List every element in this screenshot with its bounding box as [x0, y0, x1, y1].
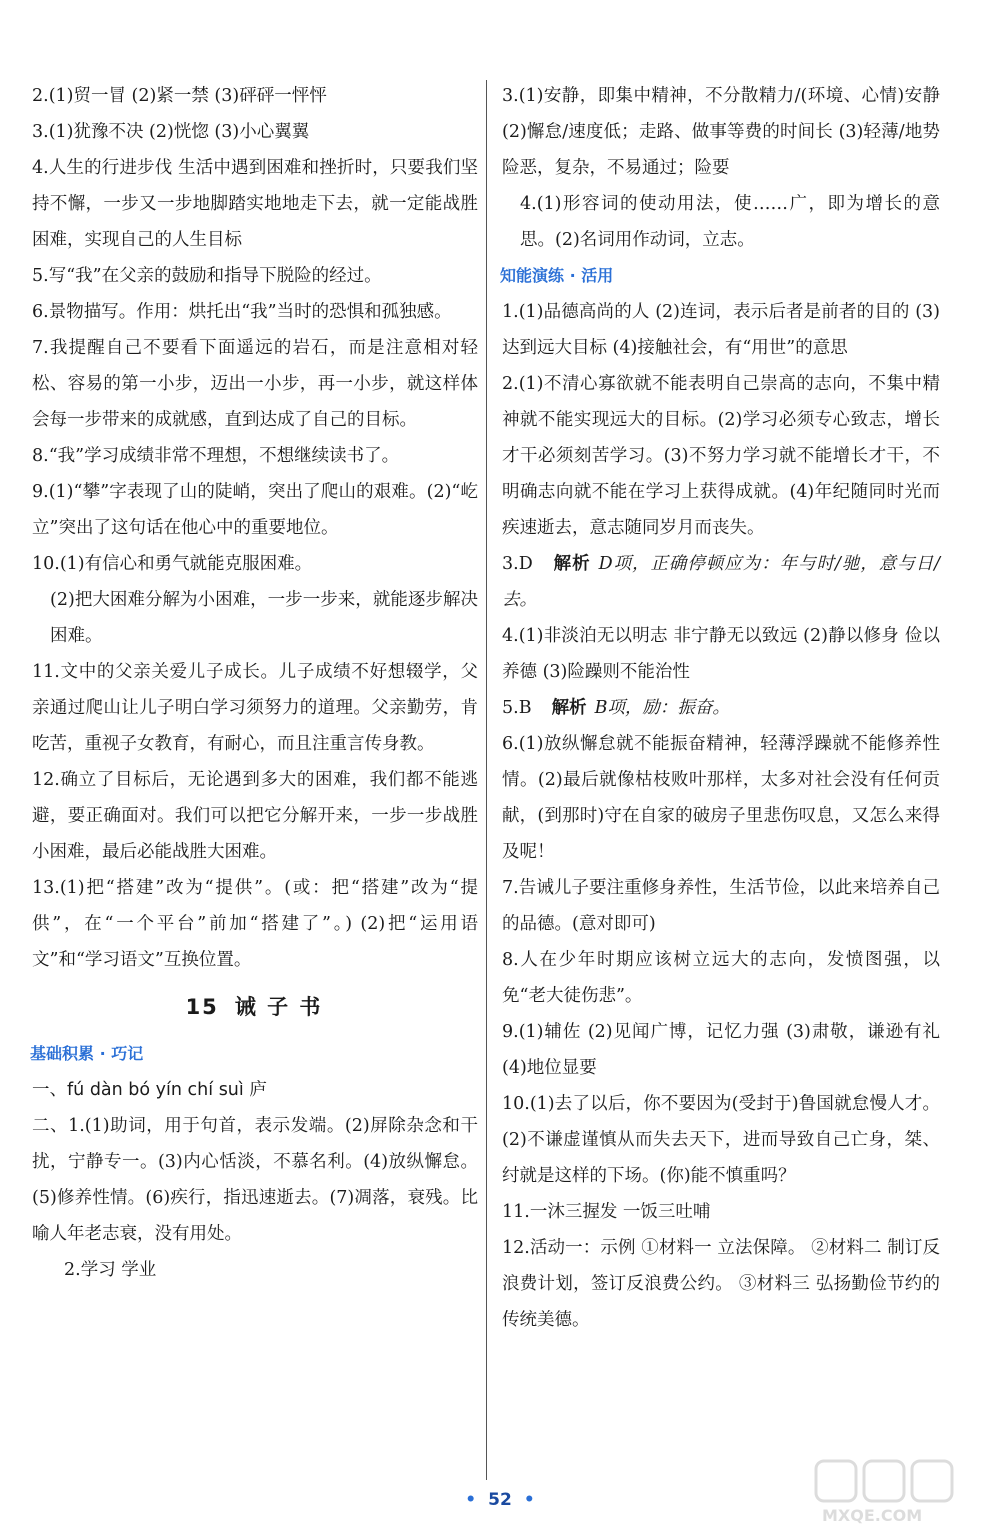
right-column	[500, 78, 940, 1338]
analysis-text: D项，正确停顿应为：年与时/驰，意与日/去。	[502, 554, 940, 610]
answer-item: 4.人生的行进步伐 生活中遇到困难和挫折时，只要我们坚持不懈，一步又一步地脚踏实地地走下去，就一定能战胜困难，实现自己的人生目标	[32, 158, 478, 250]
answer-item: 8.“我”学习成绩非常不理想，不想继续读书了。	[32, 446, 400, 466]
analysis-label: 解析	[551, 698, 587, 718]
answer-item: 3.(1)犹豫不决 (2)恍惚 (3)小心翼翼	[32, 122, 310, 142]
answer-item: 13.(1)把“搭建”改为“提供”。(或：把“搭建”改为“提供”，在“一个平台”前加“搭建了”。) (2)把“运用语文”和“学习语文”互换位置。	[32, 878, 478, 970]
page-number: 52	[488, 1490, 512, 1510]
analysis-label: 解析	[552, 554, 591, 574]
watermark-logo	[812, 1457, 982, 1527]
answer-item: 9.(1)“攀”字表现了山的陡峭，突出了爬山的艰难。(2)“屹立”突出了这句话在他心中的重要地位。	[32, 482, 478, 538]
answer-item: 4.(1)形容词的使动用法，使……广，即为增长的意思。(2)名词用作动词，立志。	[520, 194, 940, 250]
analysis-text: B项，励：振奋。	[594, 698, 730, 718]
answer-item: 2.(1)不清心寡欲就不能表明自己崇高的志向，不集中精神就不能实现远大的目标。(2)学习必须专心致志，增长才干必须刻苦学习。(3)不努力学习就不能增长才干，不明确志向就不能在学习上获得成就。(4)年纪随同时光而疾速逝去，意志随同岁月而丧失。	[502, 374, 940, 538]
answer-item: (2)把大困难分解为小困难，一步一步来，就能逐步解决困难。	[50, 590, 478, 646]
answer-item: 8.人在少年时期应该树立远大的志向，发愤图强，以免“老大徒伤悲”。	[502, 950, 940, 1006]
left-column	[30, 78, 478, 1288]
answer-item: 10.(1)有信心和勇气就能克服困难。	[32, 554, 313, 574]
answer-item: 4.(1)非淡泊无以明志 非宁静无以致远 (2)静以修身 俭以养德 (3)险躁则不能治性	[502, 626, 940, 682]
footer-dot-icon: •	[465, 1490, 477, 1510]
answer-item: 10.(1)去了以后，你不要因为(受封于)鲁国就怠慢人才。(2)不谦虚谨慎从而失去天下，进而导致自己亡身，桀、纣就是这样的下场。(你)能不慎重吗？	[502, 1094, 940, 1186]
chapter-number: 15	[185, 995, 219, 1019]
answer-item: 11.文中的父亲关爱儿子成长。儿子成绩不好想辍学，父亲通过爬山让儿子明白学习须努力的道理。父亲勤劳，肯吃苦，重视子女教育，有耐心，而且注重言传身教。	[32, 662, 478, 754]
section-title: 基础积累 · 巧记	[30, 1044, 144, 1063]
answer-choice: 3.D	[502, 554, 533, 574]
answer-item: 6.景物描写。作用：烘托出“我”当时的恐惧和孤独感。	[32, 302, 452, 322]
answer-item: 9.(1)辅佐 (2)见闻广博，记忆力强 (3)肃敬，谦逊有礼 (4)地位显要	[502, 1022, 940, 1078]
chapter-heading	[30, 978, 478, 1036]
answer-item: 5.写“我”在父亲的鼓励和指导下脱险的经过。	[32, 266, 382, 286]
answer-item	[500, 546, 940, 618]
answer-item: 6.(1)放纵懈怠就不能振奋精神，轻薄浮躁就不能修养性情。(2)最后就像枯枝败叶那样，太多对社会没有任何贡献，(到那时)守在自家的破房子里悲伤叹息，又怎么来得及呢！	[502, 734, 940, 862]
footer-dot-icon: •	[523, 1490, 535, 1510]
answer-item: 1.(1)品德高尚的人 (2)连词，表示后者是前者的目的 (3)达到远大目标 (4)接触社会，有“用世”的意思	[502, 302, 940, 358]
answer-item: 2.(1)贸一冒 (2)紧一禁 (3)砰砰一怦怦	[32, 86, 327, 106]
answer-item: 12.确立了目标后，无论遇到多大的困难，我们都不能逃避，要正确面对。我们可以把它分解开来，一步一步战胜小困难，最后必能战胜大困难。	[32, 770, 478, 862]
answer-item: 7.告诫儿子要注重修身养性，生活节俭，以此来培养自己的品德。(意对即可)	[502, 878, 940, 934]
answer-item: 2.学习 学业	[64, 1260, 157, 1280]
answer-choice: 5.B	[502, 698, 532, 718]
watermark-text: MXQE.COM	[822, 1506, 923, 1525]
column-divider	[486, 80, 487, 1480]
pinyin-line: 一、fú dàn bó yín chí suì 庐	[32, 1080, 267, 1100]
chapter-title: 诫 子 书	[234, 994, 323, 1019]
section-title: 知能演练 · 活用	[500, 266, 614, 285]
answer-item: 3.(1)安静，即集中精神，不分散精力/(环境、心情)安静 (2)懈怠/速度低；走路、做事等费的时间长 (3)轻薄/地势险恶，复杂，不易通过；险要	[502, 86, 940, 178]
answer-item: 11.一沐三握发 一饭三吐哺	[502, 1202, 711, 1222]
answer-item: 12.活动一：示例 ①材料一 立法保障。 ②材料二 制订反浪费计划，签订反浪费公约。 ③材料三 弘扬勤俭节约的传统美德。	[502, 1238, 940, 1330]
answer-item: 二、1.(1)助词，用于句首，表示发端。(2)屏除杂念和干扰，宁静专一。(3)内心恬淡，不慕名利。(4)放纵懈怠。(5)修养性情。(6)疾行，指迅速逝去。(7)凋落，衰残。比喻人年老志衰，没有用处。	[32, 1116, 478, 1244]
answer-item	[500, 690, 940, 726]
answer-item: 7.我提醒自己不要看下面遥远的岩石，而是注意相对轻松、容易的第一小步，迈出一小步，再一小步，就这样体会每一步带来的成就感，直到达成了自己的目标。	[32, 338, 478, 430]
